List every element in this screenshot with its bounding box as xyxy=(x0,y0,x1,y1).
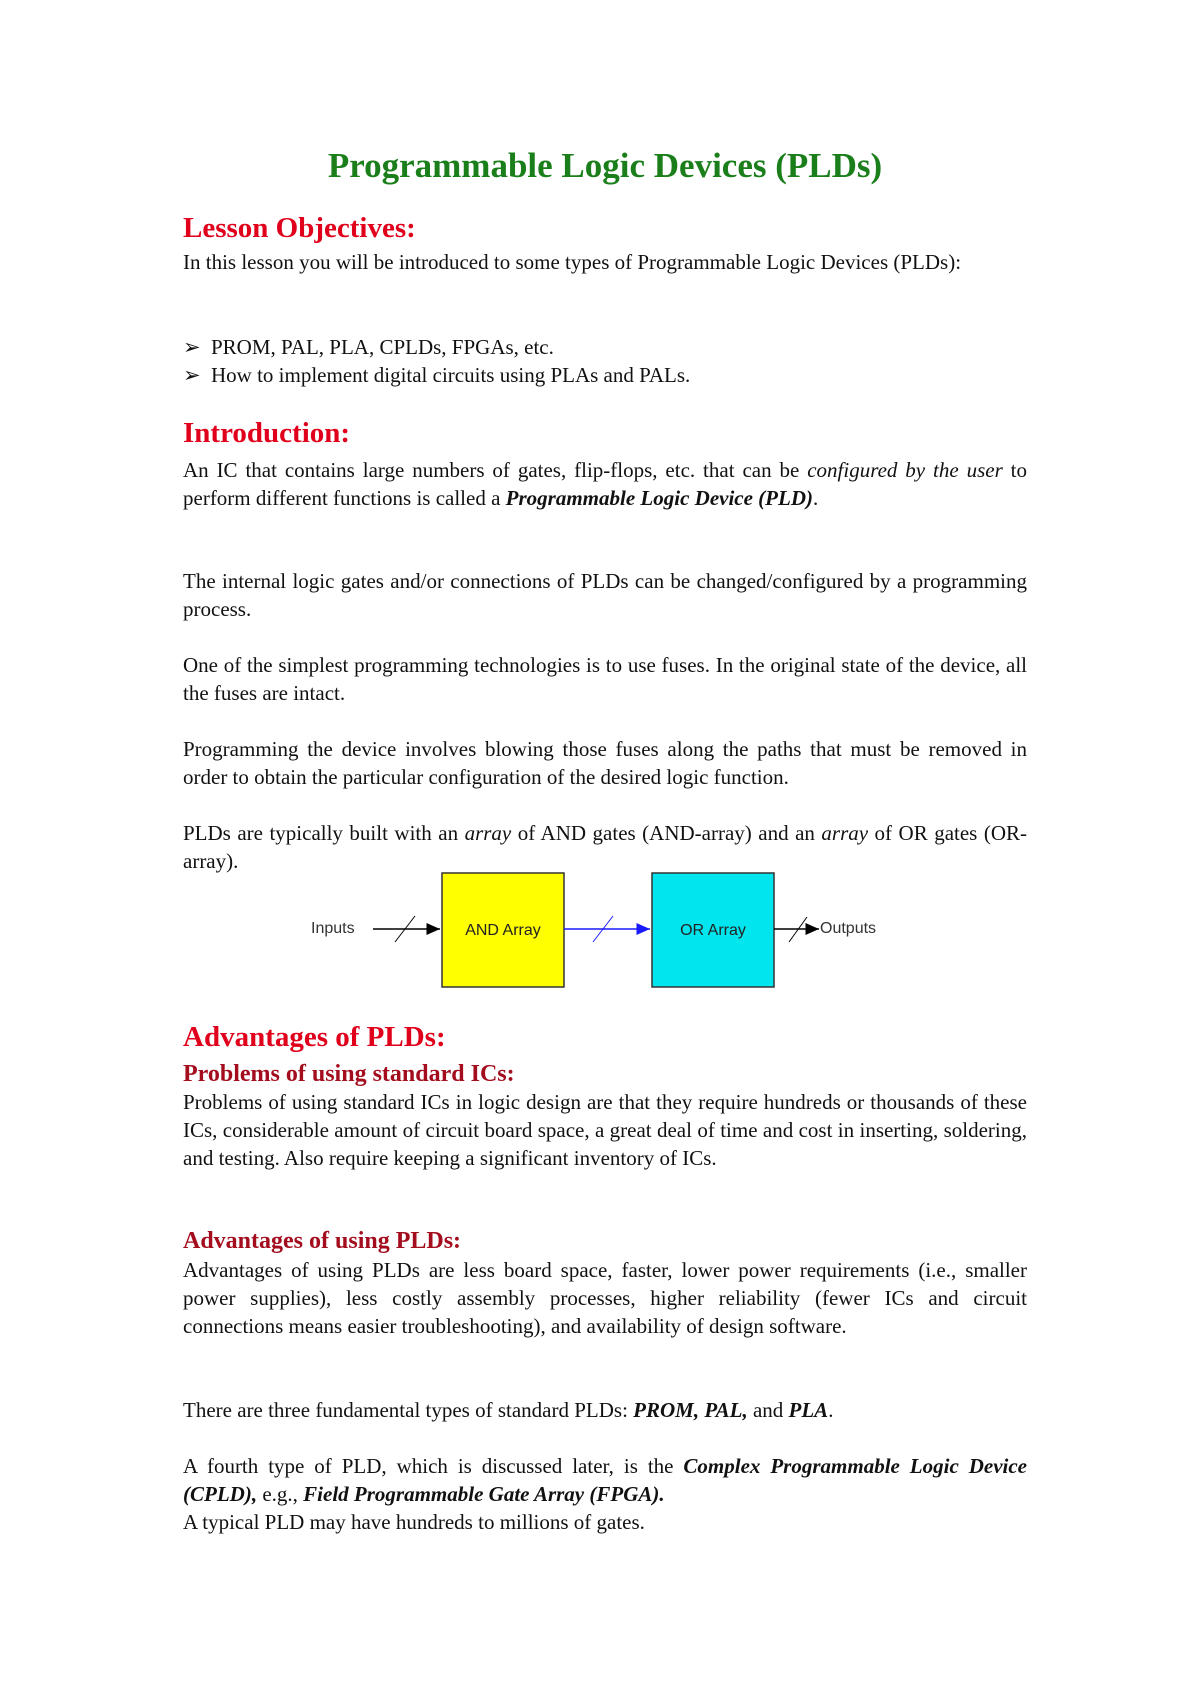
outputs-label: Outputs xyxy=(820,920,877,937)
objectives-intro: In this lesson you will be introduced to some types of Programmable Logic Devices (PLDs): xyxy=(183,250,962,274)
term-prom-pal: PROM, PAL, xyxy=(633,1398,748,1422)
text-run: to perform different functions is called a xyxy=(183,458,1027,510)
text-run: e.g., xyxy=(257,1482,304,1506)
text-run: . xyxy=(813,486,819,510)
types-paragraph xyxy=(183,1396,1027,1424)
emphasis-array: array xyxy=(464,821,512,845)
text-run: . xyxy=(828,1398,834,1422)
text-run: of AND gates (AND-array) and an xyxy=(511,821,822,845)
text-run: A fourth type of PLD, which is discussed later, is the xyxy=(183,1454,684,1478)
advantages-subheading: Advantages of using PLDs: xyxy=(183,1228,462,1254)
gates-paragraph: A typical PLD may have hundreds to millions of gates. xyxy=(183,1510,645,1534)
intro-paragraph-1 xyxy=(183,456,1027,512)
intro-paragraph-2: The internal logic gates and/or connections of PLDs can be changed/configured by a programming process. xyxy=(183,569,1027,621)
bullet-text: How to implement digital circuits using PLAs and PALs. xyxy=(211,363,691,387)
pld-block-diagram xyxy=(311,872,923,1002)
text-run: and xyxy=(747,1398,789,1422)
term-fpga: Field Programmable Gate Array (FPGA). xyxy=(303,1482,665,1506)
or-array-label: OR Array xyxy=(680,922,746,939)
advantages-heading: Advantages of PLDs: xyxy=(183,1021,446,1053)
cpld-paragraph xyxy=(183,1452,1027,1508)
objectives-heading: Lesson Objectives: xyxy=(183,212,416,244)
problems-subheading: Problems of using standard ICs: xyxy=(183,1061,515,1087)
objective-bullet-1 xyxy=(183,333,554,361)
intro-paragraph-5 xyxy=(183,819,1027,875)
arrow-bullet-icon: ➢ xyxy=(183,335,201,359)
text-run: of OR gates (OR-array). xyxy=(183,821,1027,873)
inputs-label: Inputs xyxy=(311,920,355,937)
emphasis-configured: configured by the user xyxy=(807,458,1003,482)
arrow-bullet-icon: ➢ xyxy=(183,363,201,387)
introduction-heading: Introduction: xyxy=(183,417,351,449)
objective-bullet-2 xyxy=(183,361,690,389)
advantages-paragraph: Advantages of using PLDs are less board space, faster, lower power requirements (i.e., smaller power supplies), less costly assembly processes, higher reliability (fewer ICs and circuit connections means easier troubleshooting), and availability of design software. xyxy=(183,1258,1027,1338)
intro-paragraph-4: Programming the device involves blowing those fuses along the paths that must be removed in order to obtain the particular configuration of the desired logic function. xyxy=(183,737,1027,789)
term-cpld: Complex Programmable Logic Device (CPLD), xyxy=(183,1454,1027,1506)
page-title: Programmable Logic Devices (PLDs) xyxy=(327,146,883,185)
text-run: An IC that contains large numbers of gates, flip-flops, etc. that can be xyxy=(183,458,808,482)
problems-paragraph: Problems of using standard ICs in logic design are that they require hundreds or thousands of these ICs, considerable amount of circuit board space, a great deal of time and cost in inserting, soldering, and testing. Also require keeping a significant inventory of ICs. xyxy=(183,1090,1027,1170)
text-run: There are three fundamental types of standard PLDs: xyxy=(183,1398,634,1422)
intro-paragraph-3: One of the simplest programming technologies is to use fuses. In the original state of the device, all the fuses are intact. xyxy=(183,653,1027,705)
and-array-label: AND Array xyxy=(465,922,541,939)
emphasis-array: array xyxy=(821,821,869,845)
term-pla: PLA xyxy=(788,1398,829,1422)
text-run: PLDs are typically built with an xyxy=(183,821,465,845)
term-pld: Programmable Logic Device (PLD) xyxy=(505,486,813,510)
bullet-text: PROM, PAL, PLA, CPLDs, FPGAs, etc. xyxy=(211,335,554,359)
